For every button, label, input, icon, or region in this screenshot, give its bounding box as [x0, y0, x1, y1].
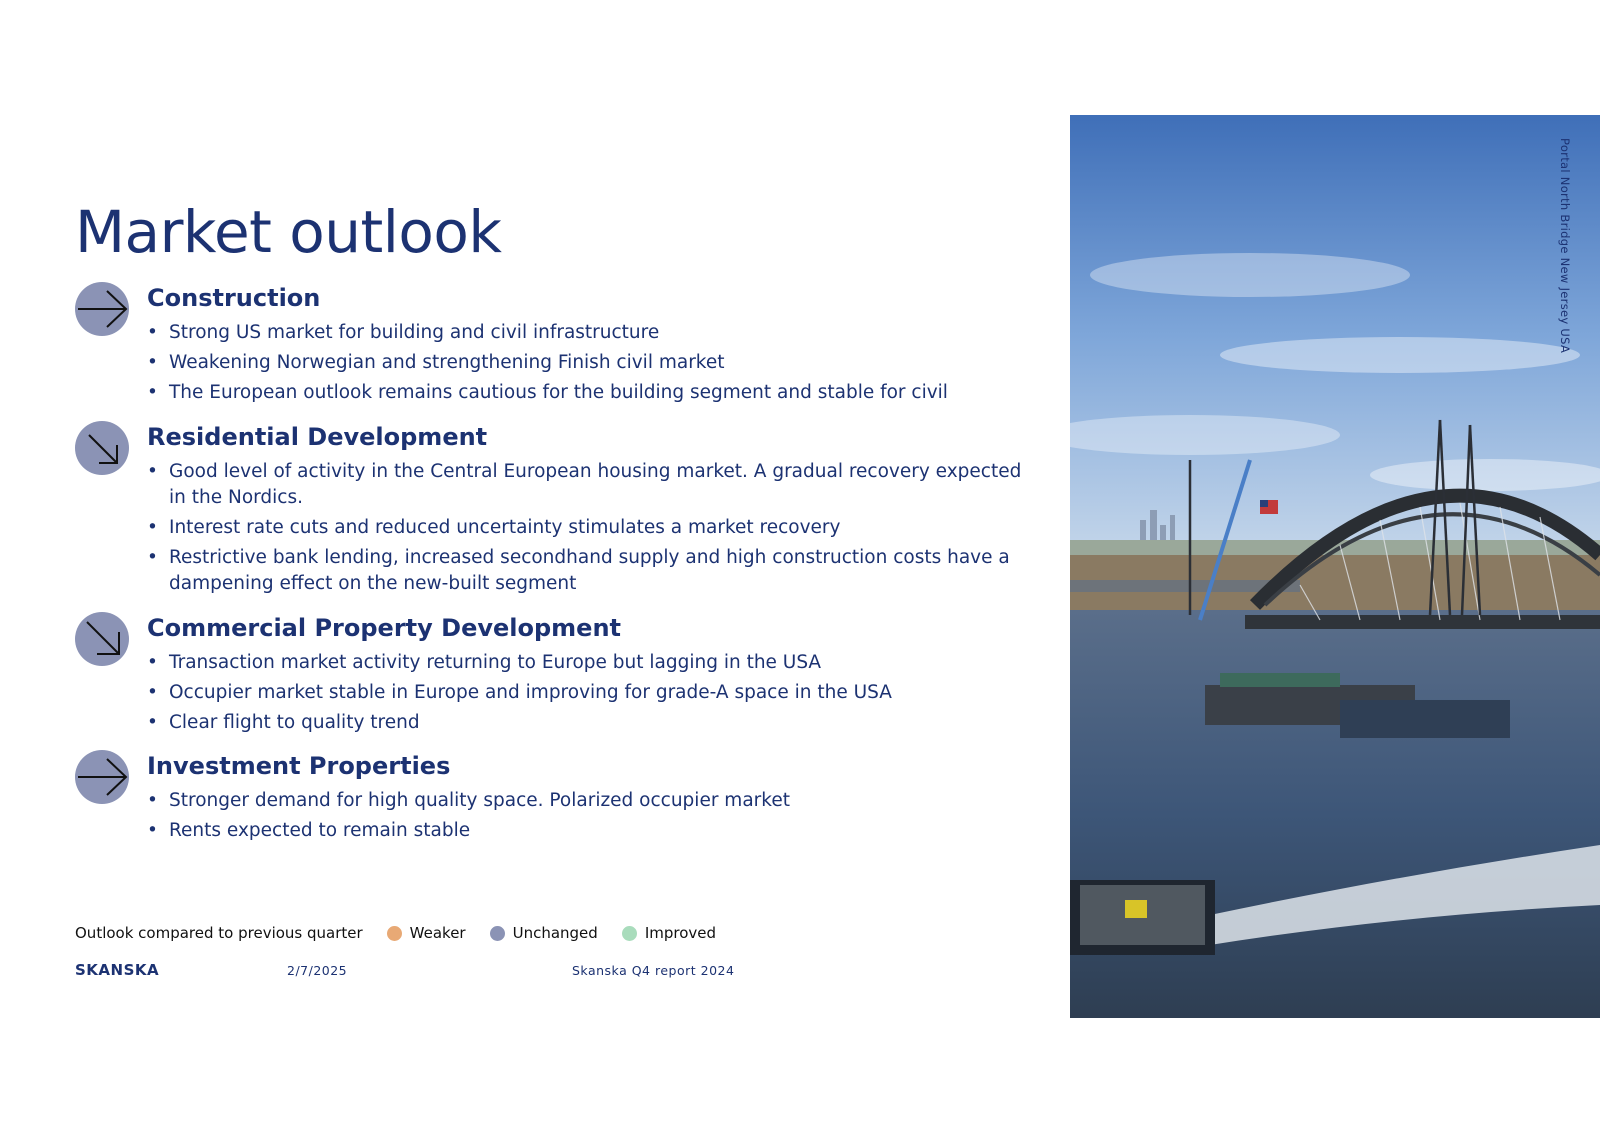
section-title: Residential Development — [147, 423, 488, 451]
down-right-arrow-icon — [75, 421, 129, 475]
list-item: • The European outlook remains cautious for the building segment and stable for civil — [147, 380, 1027, 406]
skanska-logo: SKANSKA — [75, 961, 160, 979]
improved-dot-icon — [622, 926, 637, 941]
list-item: • Restrictive bank lending, increased secondhand supply and high construction costs have a dampening effect on the new-built segment — [147, 545, 1027, 597]
section-title: Investment Properties — [147, 752, 451, 780]
page-title: Market outlook — [75, 198, 502, 266]
bullet-list — [147, 320, 1027, 410]
bridge-photo-illustration — [1070, 115, 1600, 1018]
list-item: • Interest rate cuts and reduced uncertainty stimulates a market recovery — [147, 515, 1027, 541]
photo-caption: Portal North Bridge New Jersey USA — [1558, 138, 1572, 354]
section-title: Commercial Property Development — [147, 614, 621, 642]
list-item: • Stronger demand for high quality space. Polarized occupier market — [147, 788, 1027, 814]
bullet-list — [147, 650, 1027, 740]
down-right-arrow-icon — [75, 612, 129, 666]
list-item: • Rents expected to remain stable — [147, 818, 1027, 844]
weaker-dot-icon — [387, 926, 402, 941]
bullet-list — [147, 788, 1027, 848]
unchanged-status-badge — [75, 421, 129, 475]
legend-label: Outlook compared to previous quarter — [75, 924, 363, 942]
right-arrow-icon — [75, 282, 129, 336]
legend-item-unchanged: Unchanged — [512, 924, 598, 942]
section-title: Construction — [147, 284, 321, 312]
unchanged-status-badge — [75, 612, 129, 666]
bullet-list — [147, 459, 1027, 601]
list-item: • Clear flight to quality trend — [147, 710, 1027, 736]
legend-item-improved: Improved — [644, 924, 717, 942]
footer-date: 2/7/2025 — [287, 963, 348, 978]
list-item: • Weakening Norwegian and strengthening Finish civil market — [147, 350, 1027, 376]
list-item: • Good level of activity in the Central European housing market. A gradual recovery expected in the Nordics. — [147, 459, 1027, 511]
right-arrow-icon — [75, 750, 129, 804]
legend-item-weaker: Weaker — [409, 924, 466, 942]
footer-report-title: Skanska Q4 report 2024 — [572, 963, 735, 978]
unchanged-dot-icon — [490, 926, 505, 941]
bridge-photo — [1070, 115, 1600, 1018]
unchanged-status-badge — [75, 750, 129, 804]
unchanged-status-badge — [75, 282, 129, 336]
outlook-legend — [75, 924, 716, 942]
list-item: • Occupier market stable in Europe and improving for grade-A space in the USA — [147, 680, 1027, 706]
list-item: • Strong US market for building and civil infrastructure — [147, 320, 1027, 346]
list-item: • Transaction market activity returning to Europe but lagging in the USA — [147, 650, 1027, 676]
